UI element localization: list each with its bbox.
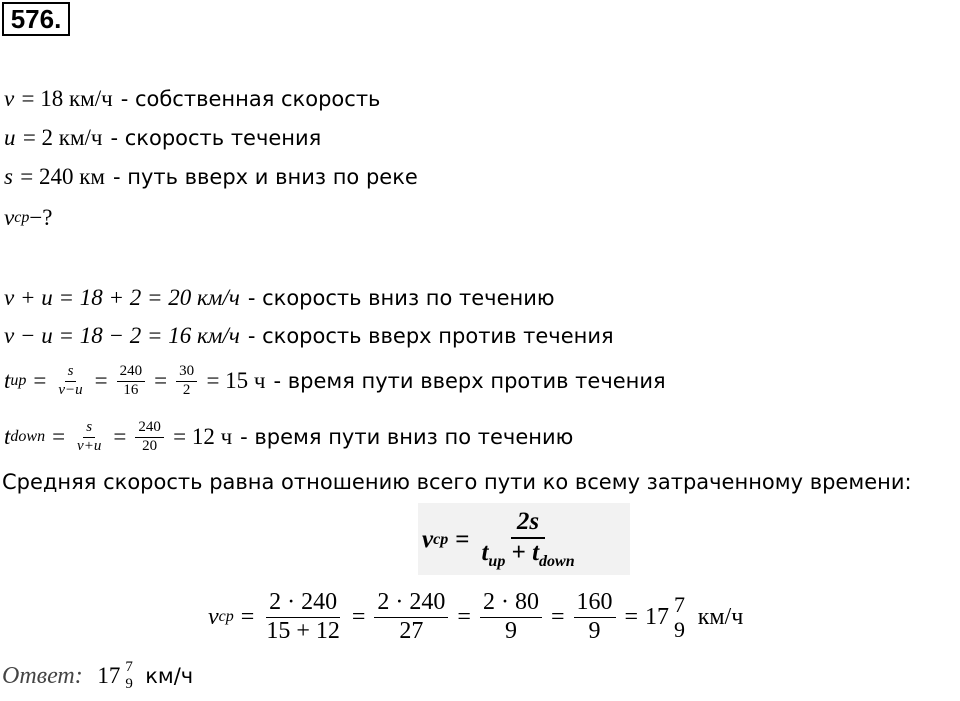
- answer: Ответ: 17 7 9 км/ч: [2, 658, 194, 692]
- find-vcp: v cp −?: [4, 205, 53, 230]
- step-t-down: t down = $\frac{s}{v+u}$ = $\frac{240}{20}$ = 12 ч - время пути вниз по течению: [4, 419, 574, 454]
- given-v: v = 18 км/ч - собственная скорость: [4, 86, 381, 111]
- fraction: $\frac{2 \cdot 240}{15 + 12}$: [266, 588, 340, 644]
- problem-number: 576.: [2, 2, 70, 36]
- fraction: 7 9: [125, 658, 133, 692]
- step-t-up: t up = $\frac{s}{v-u}$ = $\frac{240}{16}$ = $\frac{30}{2}$ = 15 ч - время пути вверх против течения: [4, 363, 666, 398]
- fraction: $\frac{240}{20}$: [135, 419, 164, 455]
- fraction: $\frac{30}{2}$: [176, 363, 197, 399]
- average-speed-formula: v cp = $\frac{2s}{t_{up} + t_{down}}$: [422, 505, 580, 575]
- average-speed-calculation: v cp = $\frac{2 \cdot 240}{15 + 12}$ = $\frac{2 \cdot 240}{27}$ = $\frac{2 \cdot 80}{9}$ = $\frac{160}{9}$ = 17 7 9 км/ч: [208, 588, 744, 644]
- step-upstream-speed: v − u = 18 − 2 = 16 км/ч - скорость вверх против течения: [4, 323, 614, 348]
- given-s: s = 240 км - путь вверх и вниз по реке: [4, 164, 418, 189]
- answer-label: Ответ:: [2, 663, 83, 689]
- fraction: $\frac{160}{9}$: [574, 589, 616, 645]
- fraction: $\frac{s}{v-u}$: [58, 363, 83, 398]
- fraction: $\frac{s}{v+u}$: [77, 419, 102, 454]
- average-speed-sentence: Средняя скорость равна отношению всего пути ко всему затраченному времени:: [2, 470, 912, 494]
- step-downstream-speed: v + u = 18 + 2 = 20 км/ч - скорость вниз по течению: [4, 285, 555, 310]
- given-u: u = 2 км/ч - скорость течения: [4, 125, 322, 150]
- fraction: 7 9: [674, 591, 686, 642]
- fraction: $\frac{2s}{t_{up} + t_{down}}$: [481, 508, 575, 571]
- fraction: $\frac{2 \cdot 240}{27}$: [374, 589, 448, 645]
- fraction: $\frac{240}{16}$: [117, 363, 146, 399]
- fraction: $\frac{2 \cdot 80}{9}$: [480, 589, 542, 645]
